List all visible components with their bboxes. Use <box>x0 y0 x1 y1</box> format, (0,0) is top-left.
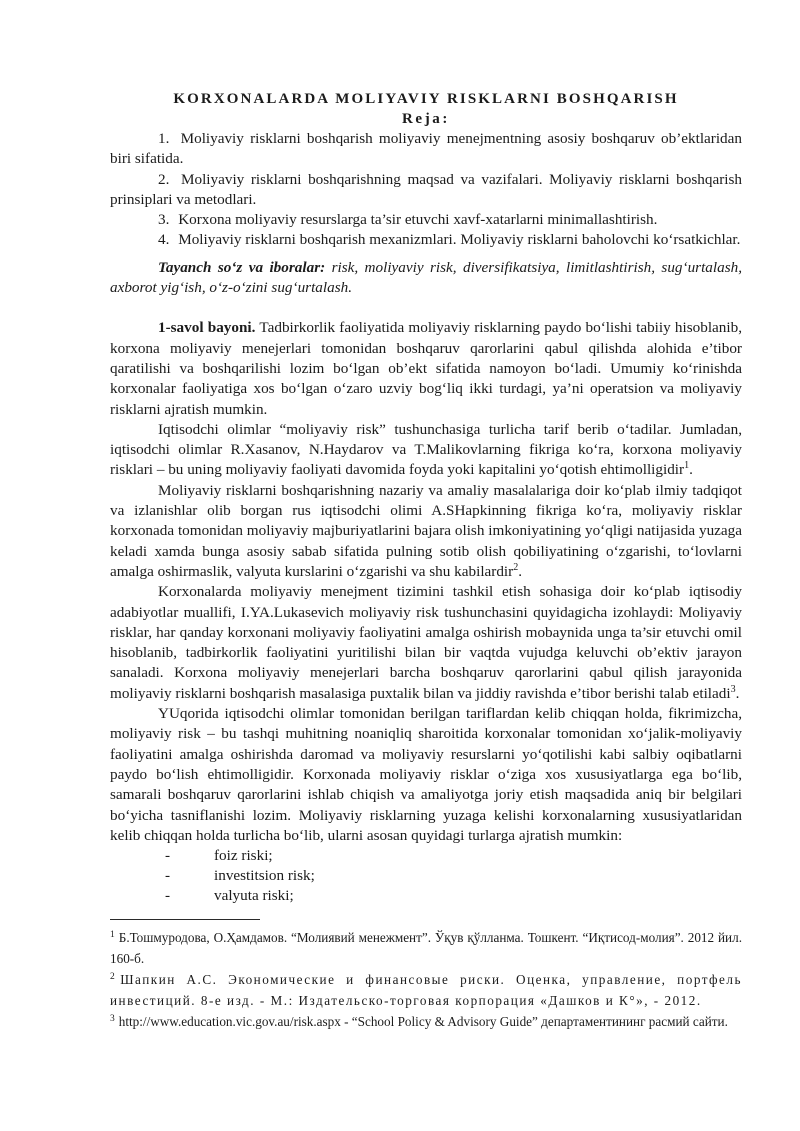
paragraph-tail: . <box>735 684 740 702</box>
plan-item-text: Moliyaviy risklarni boshqarishning maqsad va vazifalari. Moliyaviy risklarni boshqarish prinsiplari va metodlari. <box>110 170 742 208</box>
plan-item-number: 2. <box>158 170 170 188</box>
paragraph-tail: . <box>518 562 522 580</box>
footnote-text: Б.Тошмуродова, О.Ҳамдамов. “Молиявий менежмент”. Ўқув қўлланма. Тошкент. “Иқтисод-молия”. 2012 йил. 160-б. <box>110 930 742 967</box>
footnote-text: http://www.education.vic.gov.au/risk.aspx - “School Policy & Advisory Guide” департаментининг расмий сайти. <box>118 1014 728 1030</box>
body-paragraph-5 <box>110 704 742 846</box>
paragraph-lead: 1-savol bayoni. <box>158 319 256 337</box>
paragraph-text: Korxonalarda moliyaviy menejment tizimini tashkil etish sohasiga doir ko‘plab iqtisodiy adabiyotlar muallifi, I.YA.Lukasevich moliyaviy risk tushunchasini quyidagicha izohlaydi: Moliyaviy risklar, har qanday korxonani moliyaviy faoliyatini amalga oshirish mobaynida unga ta’sir etuvchi omil hisoblanib, tadbirkorlik faoliyatini yuritilishi bilan bir vaqtda vujudga keluvchi ob’ektiv jarayon sanaladi. Korxona moliyaviy menejerlari barcha boshqaruv qarorlarini qabul qilish jarayonida moliyaviy risklarni boshqarish masalasiga puxtalik bilan va jiddiy ravishda e’tibor berishi talab etiladi <box>110 583 742 702</box>
body-paragraph-3 <box>110 481 742 582</box>
risk-type-label: valyuta riski; <box>214 886 294 904</box>
body-paragraph-4 <box>110 582 742 704</box>
footnote-reference-3: 3 <box>730 683 736 695</box>
paragraph-tail: . <box>689 461 693 479</box>
risk-type-list <box>110 846 742 905</box>
plan-item-number: 1. <box>158 130 170 147</box>
plan-item-text: Moliyaviy risklarni boshqarish mexanizmlari. Moliyaviy risklarni baholovchi ko‘rsatkichlar. <box>178 231 741 249</box>
footnote-separator <box>110 919 260 920</box>
paragraph-text: Moliyaviy risklarni boshqarishning nazariy va amaliy masalalariga doir ko‘plab ilmiy tadqiqot va izlanishlar olib borgan rus iqtisodchi olimi A.SHapkinning fikriga ko‘ra, moliyaviy risklar korxonada tomonidan moliyaviy majburiyatlarini bajara olish imkoniyatining yo‘qligi natijasida yuzaga keladi xamda bunga asosiy sabab sifatida pulning sotib olish qobiliyatining o‘zgarishi, to‘lovlarni amalga oshirmaslik, valyuta kurslarini o‘zgarishi va shu kabilardir <box>110 481 742 580</box>
dash-bullet: - <box>165 886 171 904</box>
footnote-reference-1: 1 <box>684 460 690 472</box>
risk-type-item-1 <box>110 846 742 866</box>
keywords-text: risk, moliyaviy risk, diversifikatsiya, limitlashtirish, sug‘urtalash, axborot yig‘ish, o‘z-o‘zini sug‘urtalash. <box>110 258 743 297</box>
footnote-text: Шапкин А.С. Экономические и финансовые риски. Оценка, управление, портфель инвестиций. 8-е изд. - М.: Издательско-торговая корпорация «Дашков и К°», - 2012. <box>110 972 742 1009</box>
body-paragraph-1 <box>110 318 742 419</box>
plan-item-4 <box>110 230 742 250</box>
plan-item-number: 3. <box>158 211 170 229</box>
footnote-marker: 3 <box>110 1014 115 1025</box>
plan-item-2 <box>110 170 742 211</box>
plan-item-text: Korxona moliyaviy resurslarga ta’sir etuvchi xavf-xatarlarni minimallashtirish. <box>178 211 658 229</box>
plan-item-1 <box>110 129 742 170</box>
footnote-reference-2: 2 <box>513 561 519 573</box>
plan-item-3 <box>110 210 742 230</box>
dash-bullet: - <box>165 847 171 865</box>
footnote-2 <box>110 969 742 1011</box>
footnotes-area <box>110 927 742 1032</box>
risk-type-item-2 <box>110 866 742 886</box>
body-paragraph-2 <box>110 420 742 481</box>
plan-item-text: Moliyaviy risklarni boshqarish moliyaviy menejmentning asosiy boshqaruv ob’ektlaridan biri sifatida. <box>110 130 742 168</box>
paragraph-text: Iqtisodchi olimlar “moliyaviy risk” tushunchasiga turlicha tarif berib o‘tadilar. Jumladan, iqtisodchi olimlar R.Xasanov, N.Haydarov va T.Malikovlarning fikriga ko‘ra, korxona moliyaviy risklari – bu uning moliyaviy faoliyati davomida foyda yoki kapitalini yo‘qotish ehtimolligidir <box>110 420 742 479</box>
footnote-marker: 2 <box>110 972 117 983</box>
document-title: KORXONALARDA MOLIYAVIY RISKLARNI BOSHQARISH <box>173 91 679 107</box>
dash-bullet: - <box>165 866 171 884</box>
paragraph-text: YUqorida iqtisodchi olimlar tomonidan berilgan tariflardan kelib chiqqan holda, fikrimizcha, moliyaviy risk – bu tashqi muhitning noaniqliq sharoitida korxonalar tomonidan xo‘jalik-moliyaviy faoliyatini amalga oshirishda daromad va moliyaviy resurslarni yo‘qotilishi kabi salbiy oqibatlarni paydo bo‘lish ehtimolligidir. Korxonada moliyaviy risklar o‘ziga xos xususiyatlarga ega bo‘lib, samarali boshqaruv qarorlarini ishlab chiqish va amaliyotga joriy etish maqsadida aniq bir belgilari bo‘yicha tasniflanishi lozim. Moliyaviy risklarning yuzaga kelishi korxonalarning xususiyatlaridan kelib chiqqan holda turlicha bo‘lib, ularni asosan quyidagi turlarga ajratish mumkin: <box>110 705 742 844</box>
risk-type-label: investitsion risk; <box>214 866 315 884</box>
risk-type-item-3 <box>110 886 742 906</box>
plan-item-number: 4. <box>158 231 170 249</box>
keywords-paragraph <box>110 258 742 299</box>
footnote-marker: 1 <box>110 930 115 941</box>
footnote-1 <box>110 927 742 969</box>
plan-heading: Reja: <box>402 111 450 127</box>
keywords-label: Tayanch so‘z va iboralar: <box>158 258 326 276</box>
risk-type-label: foiz riski; <box>214 847 273 865</box>
paragraph-text: Tadbirkorlik faoliyatida moliyaviy risklarning paydo bo‘lishi tabiiy hisoblanib, korxona moliyaviy menejerlari tomonidan boshqaruv qarorlarini qabul qilishda alohida e’tibor qaratilishi va boshqarilishi lozim bo‘lgan ob’ekt sifatida namoyon bo‘ladi. Umumiy ko‘rinishda korxonalar faoliyatiga xos bo‘lgan o‘zaro uzviy bog‘liq ikki turdagi, ya’ni operatsion va moliyaviy risklarni ajratish mumkin. <box>110 319 742 418</box>
footnote-3 <box>110 1011 742 1032</box>
